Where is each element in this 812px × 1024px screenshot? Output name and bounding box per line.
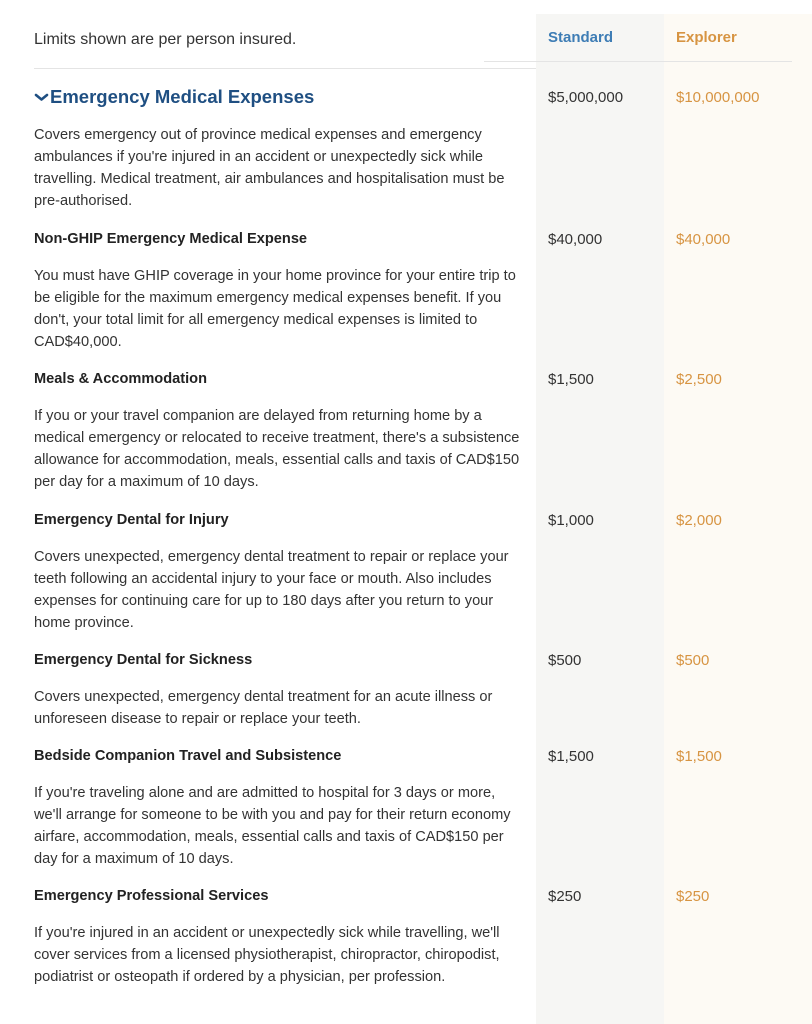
benefit-description: If you're injured in an accident or unexpectedly sick while travelling, we'll cover services from a licensed physiotherapist, chiropractor, chiropodist, podiatrist or osteopath if ordered by a physician, per profession. [34,925,500,985]
benefit-explorer-amount: $250 [676,888,710,905]
section-standard-amount: $5,000,000 [548,89,624,106]
limits-note: Limits shown are per person insured. [34,31,297,48]
header-divider [34,68,536,69]
emergency-medical-expenses-toggle[interactable] [34,86,314,108]
benefit-explorer-amount: $2,500 [676,371,722,388]
benefit-explorer-amount: $500 [676,652,710,669]
benefit-explorer-amount: $1,500 [676,748,722,765]
benefit-title: Emergency Dental for Sickness [34,652,253,668]
benefit-explorer-amount: $40,000 [676,231,731,248]
benefit-explorer-amount: $2,000 [676,512,722,529]
benefit-description: If you're traveling alone and are admitted to hospital for 3 days or more, we'll arrange for someone to be with you and pay for their return economy airfare, accommodation, meals, essential calls and taxis of CAD$150 per day for a maximum of 10 days. [34,785,511,867]
benefit-description: If you or your travel companion are delayed from returning home by a medical emergency or relocated to receive treatment, there's a subsistence allowance for accommodation, meals, essential calls and taxis of CAD$150 per day for a maximum of 10 days. [34,408,520,490]
benefit-standard-amount: $1,000 [548,512,594,529]
benefit-title: Emergency Dental for Injury [34,512,229,528]
benefit-title: Emergency Professional Services [34,888,269,904]
section-description: Covers emergency out of province medical expenses and emergency ambulances if you're injured in an accident or unexpectedly sick while travelling. Medical treatment, air ambulances and hospitalisation must be pre-authorised. [34,127,505,209]
section-explorer-amount: $10,000,000 [676,89,760,106]
benefit-title: Non-GHIP Emergency Medical Expense [34,231,308,247]
benefit-description: Covers unexpected, emergency dental treatment for an acute illness or unforeseen disease to repair or replace your teeth. [34,689,493,727]
header-divider-right [484,61,792,62]
benefit-title: Meals & Accommodation [34,371,207,387]
benefit-standard-amount: $250 [548,888,582,905]
benefit-standard-amount: $500 [548,652,582,669]
benefit-standard-amount: $1,500 [548,748,594,765]
benefit-standard-amount: $1,500 [548,371,594,388]
section-title-text: Emergency Medical Expenses [50,86,315,107]
chevron-down-icon [34,91,49,103]
benefit-description: You must have GHIP coverage in your home province for your entire trip to be eligible for the maximum emergency medical expenses benefit. If you don't, your total limit for all emergency medical expenses is limited to CAD$40,000. [34,268,516,350]
explorer-plan-header: Explorer [676,29,737,46]
benefit-description: Covers unexpected, emergency dental treatment to repair or replace your teeth following an accidental injury to your face or mouth. Also includes expenses for continuing care for up to 180 days after you return to your home province. [34,549,509,631]
standard-plan-header: Standard [548,29,614,46]
benefit-standard-amount: $40,000 [548,231,603,248]
benefit-title: Bedside Companion Travel and Subsistence [34,748,342,764]
